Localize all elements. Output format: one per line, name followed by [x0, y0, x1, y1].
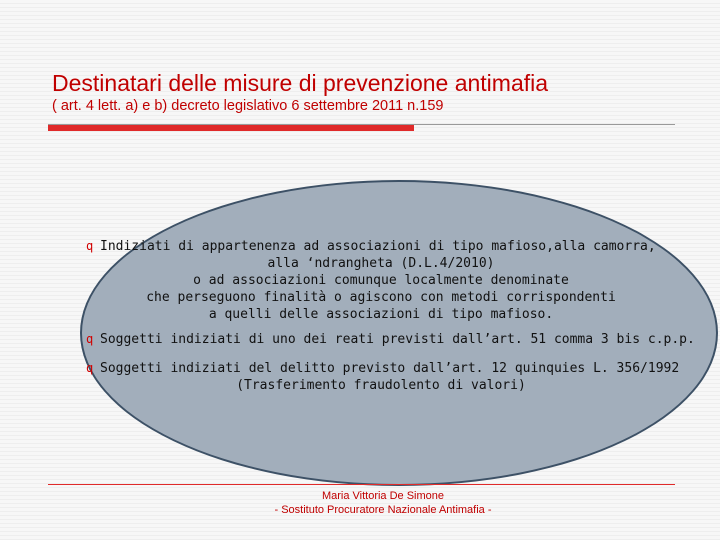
bullet-list [86, 238, 695, 394]
bullet-line: Indiziati di appartenenza ad associazioni di tipo mafioso,alla camorra, [100, 239, 656, 254]
bullet-item-delitto-12-quinquies [86, 360, 680, 394]
bullet-item-reati-51 [86, 331, 695, 348]
bullet-line: Soggetti indiziati di uno dei reati previsti dall’art. 51 comma 3 bis c.p.p. [100, 332, 695, 347]
checkbox-bullet-icon: q [86, 239, 94, 253]
footer-author: Maria Vittoria De Simone [321, 490, 445, 502]
footer-divider [48, 484, 675, 485]
slide-footer [0, 489, 720, 517]
bullet-line: a quelli delle associazioni di tipo mafioso. [208, 307, 554, 322]
bullet-line: Soggetti indiziati del delitto previsto dall’art. 12 quinquies L. 356/1992 [100, 361, 680, 376]
slide-subtitle: ( art. 4 lett. a) e b) decreto legislativo 6 settembre 2011 n.159 [52, 98, 444, 114]
bullet-line: o ad associazioni comunque localmente denominate [193, 273, 569, 288]
checkbox-bullet-icon: q [86, 361, 94, 375]
title-divider-accent [48, 125, 414, 131]
checkbox-bullet-icon: q [86, 332, 94, 346]
bullet-line: che perseguono finalità o agiscono con metodi corrispondenti [146, 290, 616, 305]
bullet-line: (Trasferimento fraudolento di valori) [236, 378, 526, 393]
bullet-item-indiziati-appartenenza [86, 238, 676, 323]
footer-affiliation: - Sostituto Procuratore Nazionale Antimafia - [274, 504, 492, 516]
slide-title: Destinatari delle misure di prevenzione antimafia [52, 70, 549, 96]
bullet-line: alla ‘ndrangheta (D.L.4/2010) [267, 256, 495, 271]
